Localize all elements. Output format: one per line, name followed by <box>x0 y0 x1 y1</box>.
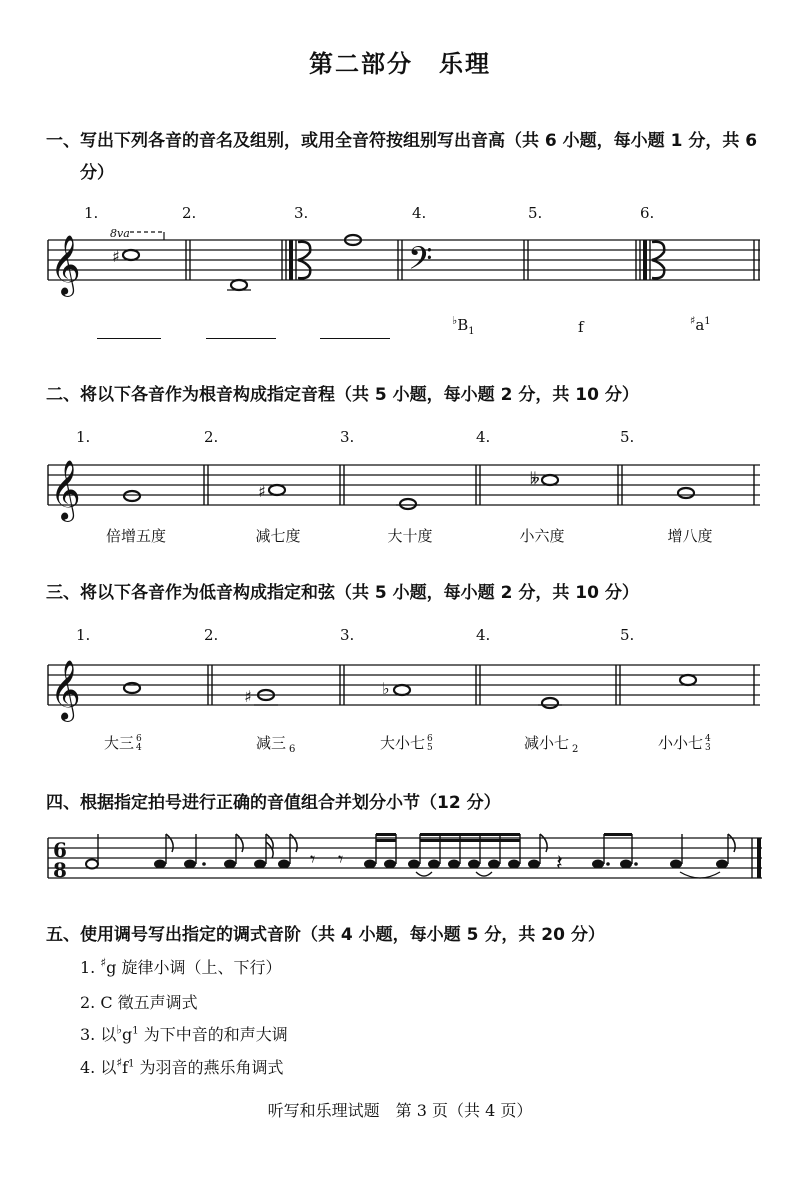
ottava-mark: 8va <box>110 227 130 240</box>
section1-heading-cont: 分） <box>80 163 114 183</box>
time-signature-top: 6 <box>53 838 67 862</box>
figure-top: 4 <box>705 734 711 744</box>
bass-clef-icon: 𝄢 <box>408 240 433 284</box>
sharp-icon: ♯ <box>112 247 120 266</box>
whole-note <box>394 685 410 695</box>
figure: 2 <box>572 744 579 755</box>
quarter-note <box>670 860 682 869</box>
s5-item-1: 1. ♯g 旋律小调（上、下行） <box>80 955 282 977</box>
quarter-rest-icon: 𝄽 <box>556 851 563 876</box>
half-note <box>86 860 98 869</box>
whole-note <box>231 280 247 290</box>
s1-number-2: 2. <box>182 204 197 222</box>
s1-number-3: 3. <box>294 204 309 222</box>
octave-superscript: 1 <box>704 316 711 327</box>
whole-note <box>678 488 694 498</box>
s3-number-3: 3. <box>340 626 355 644</box>
flat-icon: ♭ <box>116 1022 123 1037</box>
sharp-icon: ♯ <box>258 482 266 501</box>
eighth-rest-icon: 𝄾 <box>338 847 344 871</box>
s1-number-1: 1. <box>84 204 99 222</box>
eighth-note <box>278 860 290 869</box>
whole-note <box>124 491 140 501</box>
whole-note <box>542 698 558 708</box>
staff-2 <box>48 460 760 522</box>
whole-note <box>400 499 416 509</box>
s1-number-5: 5. <box>528 204 543 222</box>
sixteenth-note <box>428 860 440 869</box>
s2-number-5: 5. <box>620 428 635 446</box>
section4-heading: 四、根据指定拍号进行正确的音值组合并划分小节（12 分） <box>46 793 501 813</box>
s1-number-6: 6. <box>640 204 655 222</box>
s3-label-1: 大三 6 4 <box>104 734 142 753</box>
s3-number-1: 1. <box>76 626 91 644</box>
sharp-icon: ♯ <box>244 687 252 706</box>
note-name: a <box>695 316 705 334</box>
staff-1 <box>48 227 760 297</box>
figure-bottom: 5 <box>427 743 433 753</box>
double-flat-icon: 𝄫 <box>530 469 540 488</box>
sharp-icon: ♯ <box>116 1055 123 1070</box>
flat-icon: ♭ <box>382 679 390 698</box>
sixteenth-note <box>448 860 460 869</box>
whole-note <box>123 250 139 260</box>
eighth-note <box>716 860 728 869</box>
s3-label-3: 大小七 6 5 <box>380 734 433 753</box>
figure-top: 6 <box>427 734 433 744</box>
whole-note <box>542 475 558 485</box>
eighth-note <box>528 860 540 869</box>
answer-6 <box>690 314 711 334</box>
s3-number-4: 4. <box>476 626 491 644</box>
s5-item-4: 4. 以$^♯f^1$ 为羽音的燕乐角调式 <box>80 1055 284 1077</box>
section1-heading: 一、写出下列各音的音名及组别，或用全音符按组别写出音高（共 6 小题，每小题 1 分，共 6 <box>46 131 758 151</box>
eighth-rest-icon: 𝄾 <box>310 847 316 871</box>
whole-note <box>269 485 285 495</box>
s2-number-3: 3. <box>340 428 355 446</box>
sixteenth-note <box>488 860 500 869</box>
whole-note <box>680 675 696 685</box>
sixteenth-note <box>408 860 420 869</box>
figure-bottom: 4 <box>136 743 142 753</box>
flat-icon: ♭ <box>452 314 458 327</box>
sixteenth-note <box>384 860 396 869</box>
s2-label-2: 减七度 <box>255 527 301 545</box>
staff-4 <box>48 833 762 882</box>
sixteenth-note <box>508 860 520 869</box>
section5-heading: 五、使用调号写出指定的调式音阶（共 4 小题，每小题 5 分，共 20 分） <box>46 925 605 945</box>
s1-number-4: 4. <box>412 204 427 222</box>
answer-5: f <box>578 318 584 336</box>
s2-label-3: 大十度 <box>387 527 433 545</box>
answer-blank-3[interactable] <box>320 338 390 339</box>
s5-item-2: 2. C 徵五声调式 <box>80 993 198 1012</box>
s2-label-1: 倍增五度 <box>105 527 166 545</box>
s2-number-1: 1. <box>76 428 91 446</box>
s3-number-5: 5. <box>620 626 635 644</box>
page-footer: 听写和乐理试题 第 3 页（共 4 页） <box>267 1101 533 1120</box>
eighth-note <box>154 860 166 869</box>
time-signature-bottom: 8 <box>53 858 67 882</box>
treble-clef-icon: 𝄞 <box>50 235 81 295</box>
sharp-icon: ♯ <box>690 314 696 327</box>
dotted-quarter-note <box>184 860 196 869</box>
sharp-icon: ♯ <box>100 955 107 970</box>
section2-heading: 二、将以下各音作为根音构成指定音程（共 5 小题，每小题 2 分，共 10 分） <box>46 385 639 405</box>
treble-clef-icon: 𝄞 <box>50 660 81 720</box>
sixteenth-note <box>254 860 266 869</box>
s3-number-2: 2. <box>204 626 219 644</box>
dotted-eighth-note <box>620 860 632 869</box>
figure: 6 <box>289 744 296 755</box>
s2-label-4: 小六度 <box>519 527 565 545</box>
section3-heading: 三、将以下各音作为低音构成指定和弦（共 5 小题，每小题 2 分，共 10 分） <box>46 583 639 603</box>
figure-top: 6 <box>136 734 142 744</box>
staff-3 <box>48 660 760 722</box>
sixteenth-note <box>364 860 376 869</box>
note-name: B <box>457 316 469 334</box>
figure-bottom: 3 <box>705 743 711 753</box>
s2-number-2: 2. <box>204 428 219 446</box>
answer-blank-2[interactable] <box>206 338 276 339</box>
s3-label-2: 减三 $_6$ <box>256 734 296 755</box>
s5-item-3: 3. 以$^♭g^1$ 为下中音的和声大调 <box>80 1022 288 1044</box>
dotted-eighth-note <box>592 860 604 869</box>
octave-subscript: 1 <box>468 326 475 337</box>
s2-number-4: 4. <box>476 428 491 446</box>
s3-label-4: 减小七 $_2$ <box>524 734 579 755</box>
eighth-note <box>224 860 236 869</box>
treble-clef-icon: 𝄞 <box>50 460 81 520</box>
answer-blank-1[interactable] <box>97 338 161 339</box>
page-title: 第二部分 乐理 <box>309 50 491 78</box>
answer-4 <box>452 314 475 337</box>
sixteenth-note <box>468 860 480 869</box>
s3-label-5: 小小七 4 3 <box>658 734 711 753</box>
s2-label-5: 增八度 <box>667 527 713 545</box>
